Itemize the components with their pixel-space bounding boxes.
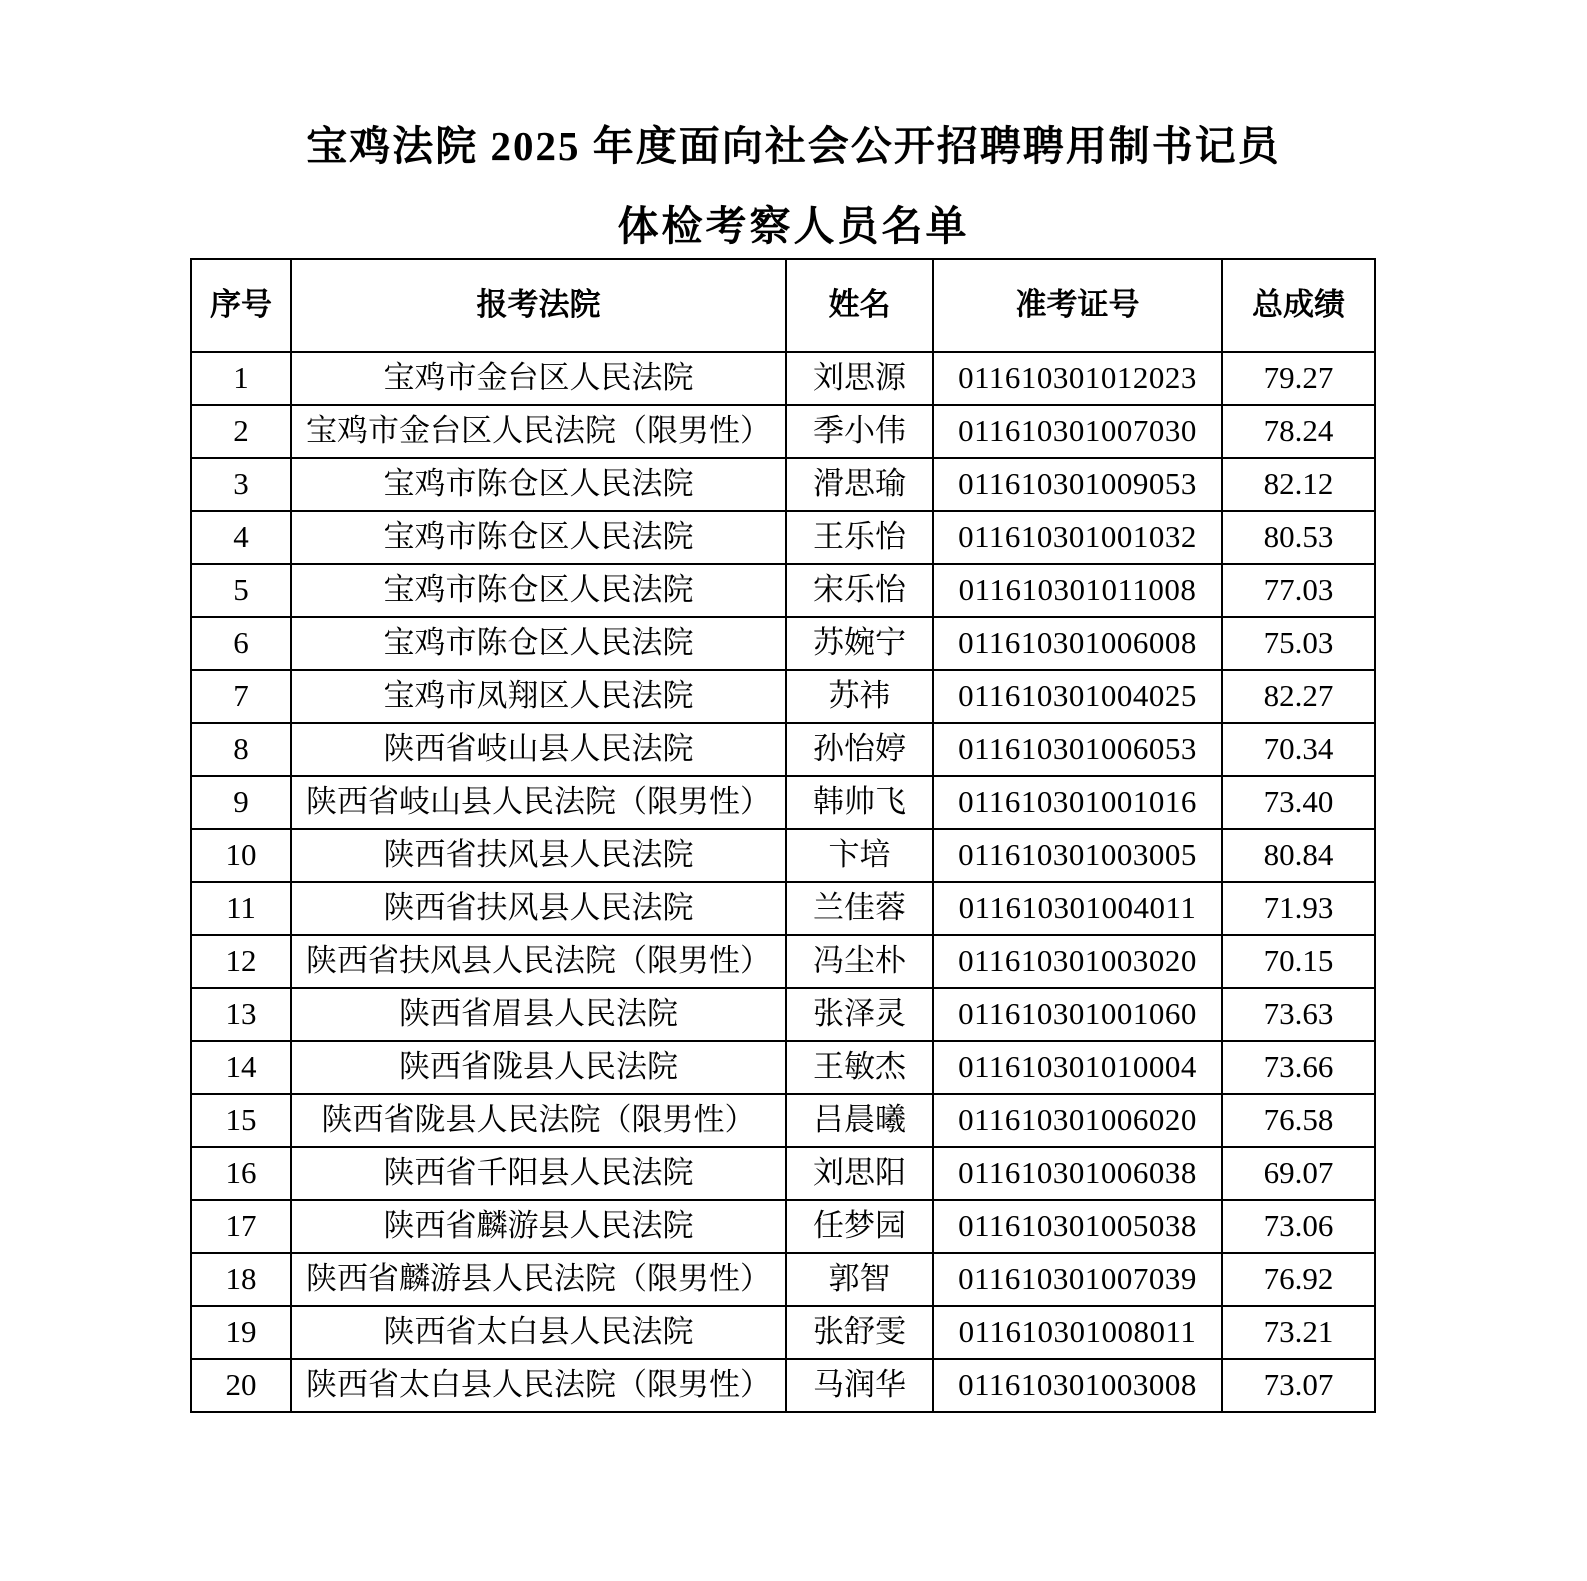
table-row <box>191 1041 1375 1094</box>
table-row <box>191 935 1375 988</box>
cell-no: 10 <box>191 829 291 882</box>
cell-score: 77.03 <box>1222 564 1375 617</box>
cell-score: 69.07 <box>1222 1147 1375 1200</box>
cell-score: 82.12 <box>1222 458 1375 511</box>
cell-name: 卞培 <box>786 829 933 882</box>
table-row <box>191 352 1375 405</box>
cell-name: 苏祎 <box>786 670 933 723</box>
cell-exam-id: 011610301005038 <box>933 1200 1222 1253</box>
header-cell-no: 序号 <box>191 259 291 352</box>
cell-name: 马润华 <box>786 1359 933 1412</box>
table-row <box>191 776 1375 829</box>
header-cell-court: 报考法院 <box>291 259 786 352</box>
cell-court: 陕西省扶风县人民法院（限男性） <box>291 935 786 988</box>
cell-exam-id: 011610301011008 <box>933 564 1222 617</box>
cell-no: 12 <box>191 935 291 988</box>
cell-no: 9 <box>191 776 291 829</box>
table-row <box>191 1306 1375 1359</box>
cell-score: 73.40 <box>1222 776 1375 829</box>
cell-court: 陕西省岐山县人民法院（限男性） <box>291 776 786 829</box>
table-row <box>191 1200 1375 1253</box>
cell-name: 张舒雯 <box>786 1306 933 1359</box>
cell-no: 2 <box>191 405 291 458</box>
table-row <box>191 1147 1375 1200</box>
cell-name: 冯尘朴 <box>786 935 933 988</box>
table-row <box>191 723 1375 776</box>
cell-score: 82.27 <box>1222 670 1375 723</box>
cell-no: 18 <box>191 1253 291 1306</box>
cell-score: 78.24 <box>1222 405 1375 458</box>
cell-court: 陕西省陇县人民法院（限男性） <box>291 1094 786 1147</box>
cell-court: 陕西省扶风县人民法院 <box>291 882 786 935</box>
cell-court: 陕西省太白县人民法院 <box>291 1306 786 1359</box>
table-header-row <box>191 259 1375 352</box>
cell-no: 7 <box>191 670 291 723</box>
cell-name: 任梦园 <box>786 1200 933 1253</box>
cell-score: 71.93 <box>1222 882 1375 935</box>
cell-court: 陕西省眉县人民法院 <box>291 988 786 1041</box>
cell-court: 陕西省陇县人民法院 <box>291 1041 786 1094</box>
cell-name: 滑思瑜 <box>786 458 933 511</box>
cell-court: 宝鸡市金台区人民法院（限男性） <box>291 405 786 458</box>
cell-score: 70.34 <box>1222 723 1375 776</box>
header-cell-name: 姓名 <box>786 259 933 352</box>
cell-exam-id: 011610301004011 <box>933 882 1222 935</box>
cell-score: 75.03 <box>1222 617 1375 670</box>
cell-name: 王敏杰 <box>786 1041 933 1094</box>
cell-exam-id: 011610301008011 <box>933 1306 1222 1359</box>
cell-name: 刘思阳 <box>786 1147 933 1200</box>
cell-court: 宝鸡市金台区人民法院 <box>291 352 786 405</box>
cell-court: 宝鸡市陈仓区人民法院 <box>291 564 786 617</box>
cell-score: 70.15 <box>1222 935 1375 988</box>
cell-exam-id: 011610301006038 <box>933 1147 1222 1200</box>
document-title-line2: 体检考察人员名单 <box>617 203 970 249</box>
cell-exam-id: 011610301009053 <box>933 458 1222 511</box>
cell-court: 陕西省千阳县人民法院 <box>291 1147 786 1200</box>
table-body <box>191 352 1375 1412</box>
document-title-line1: 宝鸡法院 2025 年度面向社会公开招聘聘用制书记员 <box>306 123 1281 169</box>
cell-no: 19 <box>191 1306 291 1359</box>
cell-court: 宝鸡市陈仓区人民法院 <box>291 511 786 564</box>
cell-no: 17 <box>191 1200 291 1253</box>
cell-court: 宝鸡市陈仓区人民法院 <box>291 458 786 511</box>
cell-no: 3 <box>191 458 291 511</box>
cell-score: 76.58 <box>1222 1094 1375 1147</box>
header-cell-score: 总成绩 <box>1222 259 1375 352</box>
table-row <box>191 829 1375 882</box>
cell-no: 15 <box>191 1094 291 1147</box>
cell-court: 陕西省麟游县人民法院 <box>291 1200 786 1253</box>
cell-exam-id: 011610301012023 <box>933 352 1222 405</box>
cell-score: 79.27 <box>1222 352 1375 405</box>
cell-court: 宝鸡市凤翔区人民法院 <box>291 670 786 723</box>
table-row <box>191 405 1375 458</box>
cell-exam-id: 011610301007030 <box>933 405 1222 458</box>
cell-exam-id: 011610301003005 <box>933 829 1222 882</box>
cell-no: 5 <box>191 564 291 617</box>
cell-name: 孙怡婷 <box>786 723 933 776</box>
cell-exam-id: 011610301001032 <box>933 511 1222 564</box>
cell-court: 宝鸡市陈仓区人民法院 <box>291 617 786 670</box>
table-row <box>191 882 1375 935</box>
cell-no: 8 <box>191 723 291 776</box>
candidates-table <box>190 258 1376 1413</box>
cell-name: 兰佳蓉 <box>786 882 933 935</box>
table-row <box>191 1094 1375 1147</box>
cell-exam-id: 011610301004025 <box>933 670 1222 723</box>
cell-score: 73.07 <box>1222 1359 1375 1412</box>
cell-score: 76.92 <box>1222 1253 1375 1306</box>
cell-score: 80.53 <box>1222 511 1375 564</box>
cell-name: 苏婉宁 <box>786 617 933 670</box>
table-row <box>191 564 1375 617</box>
table-row <box>191 511 1375 564</box>
table-row <box>191 1253 1375 1306</box>
cell-no: 16 <box>191 1147 291 1200</box>
table-row <box>191 617 1375 670</box>
cell-exam-id: 011610301003020 <box>933 935 1222 988</box>
cell-name: 宋乐怡 <box>786 564 933 617</box>
cell-court: 陕西省太白县人民法院（限男性） <box>291 1359 786 1412</box>
cell-court: 陕西省扶风县人民法院 <box>291 829 786 882</box>
cell-exam-id: 011610301006008 <box>933 617 1222 670</box>
cell-name: 王乐怡 <box>786 511 933 564</box>
cell-no: 6 <box>191 617 291 670</box>
cell-name: 郭智 <box>786 1253 933 1306</box>
cell-name: 吕晨曦 <box>786 1094 933 1147</box>
table-row <box>191 670 1375 723</box>
cell-exam-id: 011610301001060 <box>933 988 1222 1041</box>
cell-exam-id: 011610301007039 <box>933 1253 1222 1306</box>
cell-court: 陕西省麟游县人民法院（限男性） <box>291 1253 786 1306</box>
cell-name: 韩帅飞 <box>786 776 933 829</box>
cell-score: 80.84 <box>1222 829 1375 882</box>
cell-exam-id: 011610301006020 <box>933 1094 1222 1147</box>
cell-score: 73.21 <box>1222 1306 1375 1359</box>
table-row <box>191 458 1375 511</box>
cell-exam-id: 011610301003008 <box>933 1359 1222 1412</box>
cell-court: 陕西省岐山县人民法院 <box>291 723 786 776</box>
cell-no: 1 <box>191 352 291 405</box>
cell-exam-id: 011610301010004 <box>933 1041 1222 1094</box>
header-cell-exam-id: 准考证号 <box>933 259 1222 352</box>
cell-score: 73.63 <box>1222 988 1375 1041</box>
cell-no: 13 <box>191 988 291 1041</box>
table-row <box>191 988 1375 1041</box>
cell-name: 刘思源 <box>786 352 933 405</box>
cell-no: 14 <box>191 1041 291 1094</box>
cell-no: 4 <box>191 511 291 564</box>
cell-score: 73.06 <box>1222 1200 1375 1253</box>
cell-no: 11 <box>191 882 291 935</box>
cell-no: 20 <box>191 1359 291 1412</box>
cell-name: 季小伟 <box>786 405 933 458</box>
cell-score: 73.66 <box>1222 1041 1375 1094</box>
cell-exam-id: 011610301006053 <box>933 723 1222 776</box>
table-row <box>191 1359 1375 1412</box>
cell-name: 张泽灵 <box>786 988 933 1041</box>
cell-exam-id: 011610301001016 <box>933 776 1222 829</box>
